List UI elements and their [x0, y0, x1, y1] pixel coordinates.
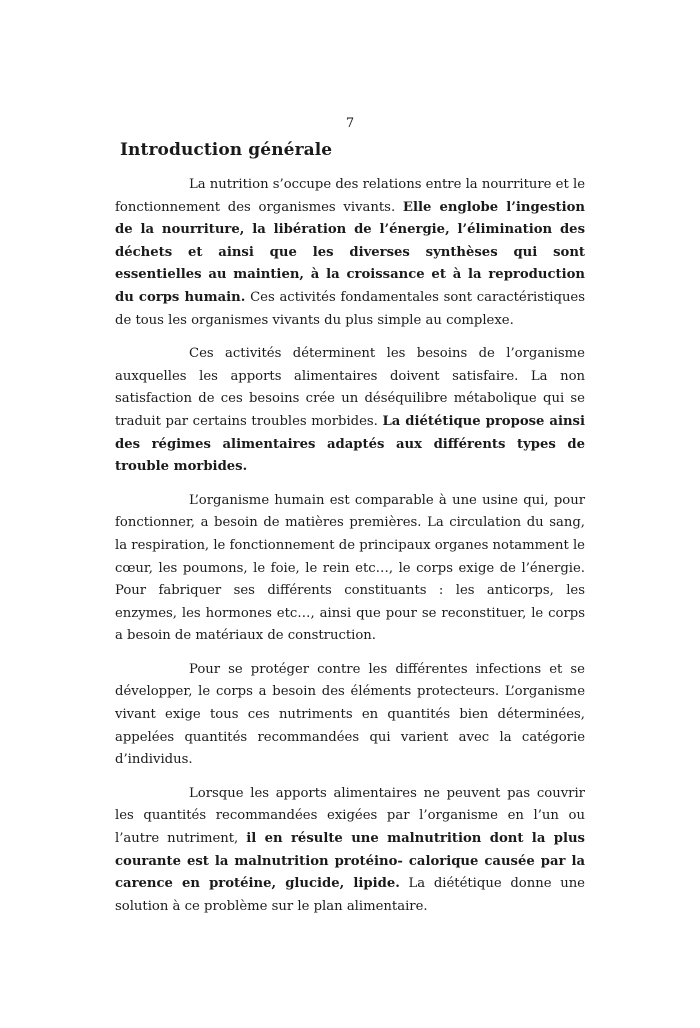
bold-text-run: il en résulte une malnutrition dont la plus courante est la malnutrition protéino- calorique causée par la carence en protéine, glucide, lipide.	[115, 831, 585, 892]
text-run: Pour se protéger contre les différentes infections et se développer, le corps a besoin des éléments protecteurs. L’organisme vivant exige tous ces nutriments en quantités bien déterminées, appelées quantités recommandées qui varient avec la catégorie d’individus.	[115, 661, 585, 768]
text-run: Ces activités fondamentales sont caractéristiques de tous les organismes vivants du plus simple au complexe.	[115, 289, 586, 328]
paragraph	[115, 659, 585, 772]
text-run: Lorsque les apports alimentaires ne peuvent pas couvrir les quantités recommandées exigées par l’organisme en l’un ou l’autre nutriment,	[115, 785, 585, 847]
paragraph	[115, 490, 585, 648]
bold-text-run: La diététique propose ainsi des régimes alimentaires adaptés aux différents types de trouble morbides.	[115, 413, 585, 475]
text-run: La nutrition s’occupe des relations entre la nourriture et le fonctionnement des organismes vivants.	[115, 177, 585, 215]
bold-text-run: Elle englobe l’ingestion de la nourriture, la libération de l’énergie, l’élimination des déchets et ainsi que les diverses synthèses qui sont essentielles au maintien, à la croissance et à la reproduction du corps humain.	[115, 199, 585, 305]
text-run: Ces activités déterminent les besoins de l’organisme auxquelles les apports alimentaires doivent satisfaire. La non satisfaction de ces besoins crée un déséquilibre métabolique qui se traduit par certains troubles morbides.	[115, 346, 585, 429]
paragraph	[115, 174, 585, 332]
page-number: 7	[345, 116, 355, 131]
body-text	[115, 174, 585, 929]
text-run: L’organisme humain est comparable à une usine qui, pour fonctionner, a besoin de matières premières. La circulation du sang, la respiration, le fonctionnement de principaux organes notamment le cœur, les poumons, le foie, le rein etc…, le corps exige de l’énergie. Pour fabriquer ses différents constituants : les anticorps, les enzymes, les hormones etc…, ainsi que pour se reconstituer, le corps a besoin de matériaux de construction.	[115, 492, 585, 644]
text-run: La diététique donne une solution à ce problème sur le plan alimentaire.	[115, 876, 585, 914]
paragraph	[115, 343, 585, 479]
page-title: Introduction générale	[120, 140, 333, 160]
paragraph	[115, 783, 585, 919]
